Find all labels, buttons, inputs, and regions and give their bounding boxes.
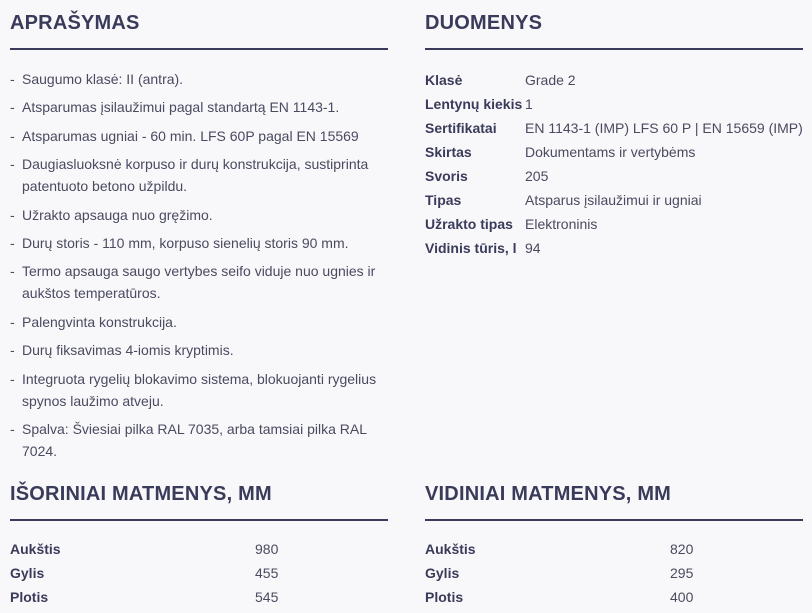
description-section [10, 10, 388, 468]
dimension-key: Gylis [425, 565, 460, 581]
description-item: - Atsparumas įsilaužimui pagal standartą EN 1143-1. [10, 96, 388, 118]
description-item: - Durų fiksavimas 4-iomis kryptimis. [10, 339, 388, 361]
dimension-row [425, 561, 803, 585]
description-item: - Termo apsauga saugo vertybes seifo viduje nuo ugnies ir aukštos temperatūros. [10, 260, 388, 304]
data-key: Skirtas [425, 144, 472, 160]
dimension-key: Gylis [10, 565, 45, 581]
inner-dimensions-section [425, 481, 803, 609]
data-key: Užrakto tipas [425, 216, 513, 232]
data-key: Klasė [425, 72, 463, 88]
dimension-value: 295 [670, 565, 694, 581]
description-divider [10, 48, 388, 50]
data-value: 94 [525, 240, 541, 256]
data-table [425, 68, 803, 260]
data-key: Vidinis tūris, l [425, 240, 517, 256]
data-key: Svoris [425, 168, 468, 184]
data-divider [425, 48, 803, 50]
description-item: - Spalva: Šviesiai pilka RAL 7035, arba tamsiai pilka RAL 7024. [10, 418, 388, 462]
description-list [10, 68, 388, 462]
dimension-key: Aukštis [425, 541, 476, 557]
dimension-value: 400 [670, 589, 694, 605]
data-title: DUOMENYS [425, 12, 543, 34]
outer-dimensions-table [10, 537, 388, 609]
outer-dimensions-section [10, 481, 388, 609]
dimension-value: 980 [255, 541, 279, 557]
dimension-row [10, 585, 388, 609]
data-section [425, 10, 803, 260]
description-item: - Užrakto apsauga nuo gręžimo. [10, 204, 388, 226]
inner-dimensions-title: VIDINIAI MATMENYS, MM [425, 483, 672, 505]
description-item: - Durų storis - 110 mm, korpuso sienelių storis 90 mm. [10, 232, 388, 254]
data-row [425, 164, 803, 188]
dimension-key: Plotis [425, 589, 464, 605]
inner-dimensions-table [425, 537, 803, 609]
dimension-row [10, 561, 388, 585]
description-title: APRAŠYMAS [10, 12, 140, 34]
data-value: Dokumentams ir vertybėms [525, 144, 696, 160]
data-row [425, 188, 803, 212]
data-row [425, 68, 803, 92]
dimension-value: 545 [255, 589, 279, 605]
inner-dimensions-divider [425, 519, 803, 521]
data-row [425, 212, 803, 236]
data-value: 205 [525, 168, 549, 184]
description-item: - Integruota rygelių blokavimo sistema, blokuojanti rygelius spynos laužimo atveju. [10, 368, 388, 412]
data-row [425, 116, 803, 140]
outer-dimensions-title: IŠORINIAI MATMENYS, MM [10, 483, 272, 505]
data-value: EN 1143-1 (IMP) LFS 60 P | EN 15659 (IMP) [525, 120, 803, 136]
description-item: - Daugiasluoksnė korpuso ir durų konstrukcija, sustiprinta patentuoto betono užpildu. [10, 153, 388, 197]
data-row [425, 236, 803, 260]
description-item: - Atsparumas ugniai - 60 min. LFS 60P pagal EN 15569 [10, 125, 388, 147]
dimension-row [425, 537, 803, 561]
data-value: 1 [525, 96, 533, 112]
dimension-value: 455 [255, 565, 279, 581]
outer-dimensions-divider [10, 519, 388, 521]
data-key: Sertifikatai [425, 120, 497, 136]
data-value: Grade 2 [525, 72, 576, 88]
data-key: Tipas [425, 192, 462, 208]
data-value: Elektroninis [525, 216, 598, 232]
data-row [425, 92, 803, 116]
dimension-key: Aukštis [10, 541, 61, 557]
data-value: Atsparus įsilaužimui ir ugniai [525, 192, 702, 208]
data-row [425, 140, 803, 164]
description-item: - Palengvinta konstrukcija. [10, 311, 388, 333]
data-key: Lentynų kiekis [425, 96, 523, 112]
dimension-row [10, 537, 388, 561]
description-item: - Saugumo klasė: II (antra). [10, 68, 388, 90]
dimension-row [425, 585, 803, 609]
dimension-value: 820 [670, 541, 694, 557]
dimension-key: Plotis [10, 589, 49, 605]
